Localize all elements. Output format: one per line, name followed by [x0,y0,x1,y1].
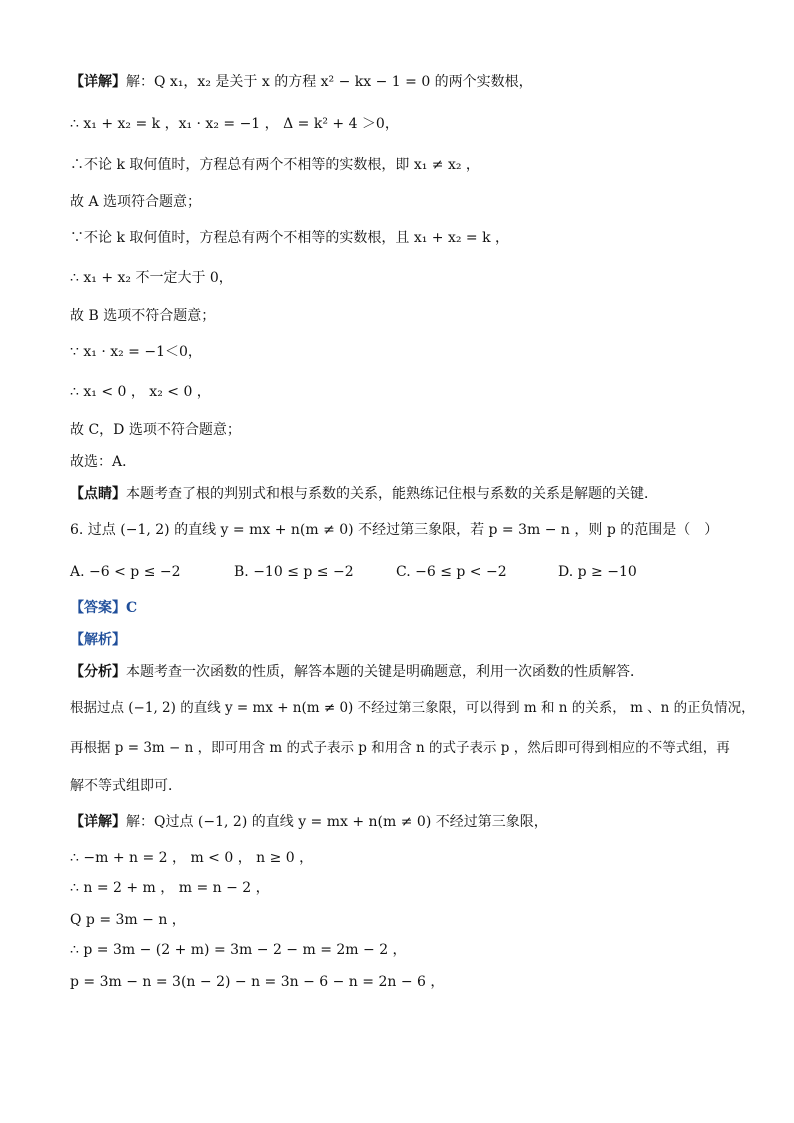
line-text: ∴ p = 3m − (2 + m) = 3m − 2 − m = 2m − 2 ， [70,942,407,958]
text-line [70,420,241,440]
answer-tag: 【答案】 [70,600,126,616]
text-line [70,940,407,960]
text-line [70,72,533,92]
line-text: 再根据 p = 3m − n ，即可用含 m 的式子表示 p 和用含 n 的式子表示 p ，然后即可得到相应的不等式组，再 [70,740,730,756]
text-line [70,662,644,682]
section-tag: 【分析】 [70,664,126,680]
line-text: 解：Q x₁，x₂ 是关于 x 的方程 x² − kx − 1 = 0 的两个实数根， [126,74,533,90]
text-line [70,342,202,362]
text-line [70,228,509,248]
line-text: 故 B 选项不符合题意； [70,308,216,324]
line-text: ∴ x₁ + x₂ = k ，x₁ · x₂ = −1 ， Δ = k² + 4 ＞0， [70,116,399,132]
answer-line [70,598,137,618]
text-line [70,306,215,326]
line-text: 本题考查一次函数的性质，解答本题的关键是明确题意，利用一次函数的性质解答． [126,664,644,680]
text-line [70,972,444,992]
analysis-heading: 【解析】 [70,632,126,648]
option-text: −6 ≤ p < −2 [415,564,507,580]
line-text: 解不等式组即可． [70,778,182,794]
text-line [70,114,399,134]
text-line [70,878,270,898]
line-text: Q p = 3m − n ， [70,912,186,928]
line-text: 故选：A． [70,454,137,470]
text-line [70,484,658,504]
text-line [70,776,182,796]
line-text: ∵ x₁ · x₂ = −1＜0， [70,344,202,360]
line-text: ∴ x₁ < 0 ， x₂ < 0 ， [70,384,211,400]
question-stem [70,520,718,540]
option-label: B. [234,564,249,580]
text-line [70,268,233,288]
text-line [70,910,186,930]
text-line [70,738,730,758]
option-text: −6 < p ≤ −2 [89,564,181,580]
text-line [70,848,313,868]
text-line [70,382,211,402]
line-text: 本题考查了根的判别式和根与系数的关系，能熟练记住根与系数的关系是解题的关键． [126,486,658,502]
section-tag: 【详解】 [70,74,126,90]
text-line [70,812,548,832]
line-text: 故 A 选项符合题意； [70,194,202,210]
option-text: p ≥ −10 [577,564,637,580]
text-line [70,192,201,212]
option-d [558,562,637,582]
line-text: 故 C，D 选项不符合题意； [70,422,241,438]
option-c [396,562,507,582]
line-text: ∴ x₁ + x₂ 不一定大于 0， [70,270,233,286]
line-text: ∴不论 k 取何值时，方程总有两个不相等的实数根，即 x₁ ≠ x₂ ， [70,157,480,173]
option-label: D. [558,564,574,580]
line-text: p = 3m − n = 3(n − 2) − n = 3n − 6 − n = 2n − 6 ， [70,974,445,990]
section-tag: 【点睛】 [70,486,126,502]
option-text: −10 ≤ p ≤ −2 [253,564,354,580]
option-b [234,562,354,582]
line-text: ∵不论 k 取何值时，方程总有两个不相等的实数根，且 x₁ + x₂ = k ， [70,230,510,246]
option-a [70,562,181,582]
text-line [70,698,755,718]
option-label: A. [70,564,85,580]
line-text: 解：Q过点 (−1, 2) 的直线 y = mx + n(m ≠ 0) 不经过第三象限， [126,814,548,830]
line-text: 6. 过点 (−1, 2) 的直线 y = mx + n(m ≠ 0) 不经过第三象限，若 p = 3m − n ，则 p 的范围是（ ） [70,522,719,538]
line-text: 根据过点 (−1, 2) 的直线 y = mx + n(m ≠ 0) 不经过第三象限，可以得到 m 和 n 的关系， m 、n 的正负情况， [70,700,755,716]
text-line [70,452,136,472]
section-tag: 【详解】 [70,814,126,830]
answer-value: C [126,600,138,616]
line-text: ∴ n = 2 + m ， m = n − 2 ， [70,880,270,896]
option-label: C. [396,564,411,580]
line-text: ∴ −m + n = 2 ， m < 0 ， n ≥ 0 ， [70,850,314,866]
text-line [70,155,480,175]
